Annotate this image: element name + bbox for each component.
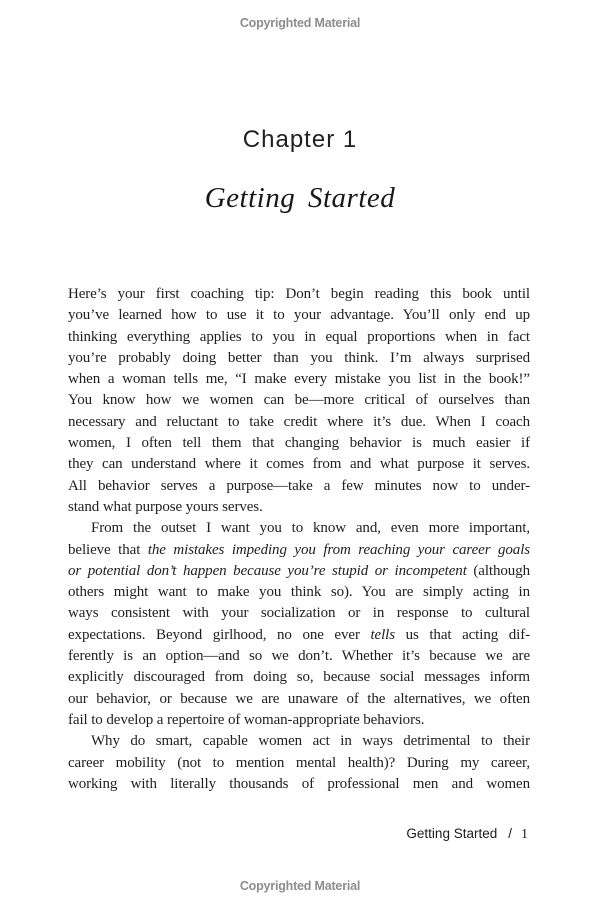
body-line: you’re probably doing better than you think. I’m always surprised (68, 349, 530, 366)
body-line: when a woman tells me, “I make every mistake you list in the book!” (68, 371, 530, 388)
body-line: women, I often tell them that changing behavior is much easier if (68, 435, 530, 452)
footer-page-number: 1 (521, 827, 528, 842)
body-line: necessary and reluctant to take credit where it’s due. When I coach (68, 413, 530, 430)
body-line: ways consistent with your socialization or in response to cultural (68, 605, 530, 622)
body-line: or potential don’t happen because you’re stupid or incompetent (although (68, 562, 530, 579)
body-text (68, 284, 530, 795)
chapter-label: Chapter 1 (242, 126, 358, 153)
body-line: stand what purpose yours serves. (68, 498, 263, 515)
body-line: our behavior, or because we are unaware of the alternatives, we often (68, 690, 530, 707)
running-footer (68, 826, 528, 843)
body-line: ferently is an option—and so we don’t. Whether it’s because we are (68, 648, 530, 665)
body-line: Why do smart, capable women act in ways detrimental to their (91, 733, 530, 750)
body-line: you’ve learned how to use it to your advantage. You’ll only end up (68, 307, 530, 324)
body-line: You know how we women can be—more critical of ourselves than (68, 392, 530, 409)
footer-section-title: Getting Started (406, 826, 498, 841)
chapter-title: Getting Started (204, 182, 396, 214)
copyright-notice-bottom: Copyrighted Material (239, 879, 361, 893)
body-line: believe that the mistakes impeding you from reaching your career goals (68, 541, 530, 558)
body-line: working with literally thousands of professional men and women (68, 775, 530, 792)
body-line: others might want to make you think so). You are simply acting in (68, 584, 530, 601)
body-line: All behavior serves a purpose—take a few minutes now to under- (68, 477, 530, 494)
body-line: Here’s your first coaching tip: Don’t begin reading this book until (68, 286, 530, 302)
body-line: fail to develop a repertoire of woman-appropriate behaviors. (68, 711, 425, 728)
body-line: they can understand where it comes from and what purpose it serves. (68, 456, 530, 473)
body-line: career mobility (not to mention mental health)? During my career, (68, 754, 530, 771)
body-line: thinking everything applies to you in equal proportions when in fact (68, 328, 530, 345)
body-line: expectations. Beyond girlhood, no one ever tells us that acting dif- (68, 626, 530, 643)
footer-separator: / (508, 826, 512, 841)
body-line: explicitly discouraged from doing so, because social messages inform (68, 669, 530, 686)
body-line: From the outset I want you to know and, even more important, (91, 520, 530, 537)
copyright-notice-top: Copyrighted Material (239, 16, 361, 30)
